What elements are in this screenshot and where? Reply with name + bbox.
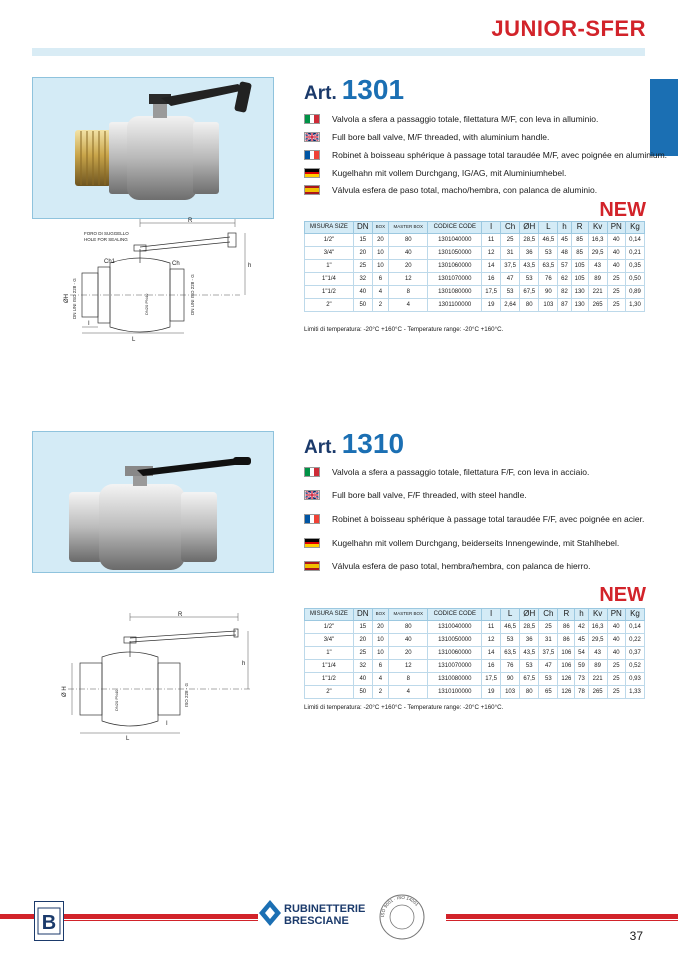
table-cell: 57 xyxy=(558,259,571,272)
table-header-row xyxy=(305,609,645,621)
table-cell: 0,35 xyxy=(625,259,644,272)
table-cell: 90 xyxy=(539,285,558,298)
table-cell: 19 xyxy=(482,298,501,311)
table-row xyxy=(305,685,645,698)
italy-flag-icon xyxy=(304,114,320,124)
description-text: Robinet à boisseau sphérique à passage total taraudée M/F, avec poignée en aluminium. xyxy=(332,150,668,160)
table-cell: 46,5 xyxy=(501,620,520,633)
dim-i-label: I xyxy=(88,321,90,327)
table-cell: 43,5 xyxy=(520,259,539,272)
column-header: Kg xyxy=(625,222,644,234)
column-header: R xyxy=(571,222,588,234)
table-cell: 1" xyxy=(305,259,354,272)
dim-r-label: R xyxy=(188,218,193,224)
table-cell: 25 xyxy=(353,259,372,272)
table-cell: 0,14 xyxy=(625,620,644,633)
table-cell: 25 xyxy=(607,272,625,285)
table-cell: 0,21 xyxy=(625,246,644,259)
table-row xyxy=(305,272,645,285)
description-text: Valvola a sfera a passaggio totale, filettatura F/F, con leva in acciaio. xyxy=(332,467,590,477)
table-cell: 80 xyxy=(520,298,539,311)
description-text: Full bore ball valve, F/F threaded, with steel handle. xyxy=(332,490,527,500)
article-title-1301 xyxy=(304,74,404,106)
table-cell: 40 xyxy=(353,285,372,298)
table-cell: 0,37 xyxy=(625,646,644,659)
article-number: 1301 xyxy=(341,74,405,105)
column-header: CODICE CODE xyxy=(428,609,482,621)
table-cell: 105 xyxy=(571,259,588,272)
table-cell: 10 xyxy=(372,259,388,272)
table-cell: 16 xyxy=(482,659,501,672)
france-flag-icon xyxy=(304,150,320,160)
table-cell: 4 xyxy=(389,298,428,311)
table-cell: 63,5 xyxy=(501,646,520,659)
table-cell: 2" xyxy=(305,685,354,698)
table-cell: 12 xyxy=(482,246,501,259)
table-cell: 20 xyxy=(389,259,428,272)
table-cell: 25 xyxy=(607,298,625,311)
dim-ch-label: Ch xyxy=(172,261,180,267)
spain-flag-icon xyxy=(304,561,320,571)
footer-rule-right xyxy=(446,914,678,919)
uk-flag-icon xyxy=(304,490,320,500)
table-cell: 31 xyxy=(539,633,558,646)
dim-ch1-label: Ch1 xyxy=(104,259,116,265)
description-it xyxy=(304,467,589,477)
table-cell: 1"1/2 xyxy=(305,285,354,298)
description-en xyxy=(304,490,527,500)
table-cell: 265 xyxy=(588,298,607,311)
table-cell: 36 xyxy=(520,633,539,646)
table-cell: 82 xyxy=(558,285,571,298)
table-cell: 40 xyxy=(607,233,625,246)
seal-hole-label-it: FORO DI SUGGELLO xyxy=(84,231,129,236)
dim-oh-label: ØH xyxy=(64,294,70,303)
column-header: h xyxy=(575,609,588,621)
table-cell: 89 xyxy=(588,659,607,672)
germany-flag-icon xyxy=(304,168,320,178)
description-en xyxy=(304,132,549,142)
table-cell: 53 xyxy=(501,285,520,298)
table-cell: 4 xyxy=(372,285,388,298)
body-mark-label: DN20 PN40 xyxy=(114,689,119,711)
dim-oh-label: Ø H xyxy=(62,686,68,697)
table-cell: 40 xyxy=(607,259,625,272)
table-cell: 12 xyxy=(389,272,428,285)
brand-name-line1: RUBINETTERIE xyxy=(284,903,366,915)
table-cell: 67,5 xyxy=(520,285,539,298)
table-cell: 4 xyxy=(389,685,428,698)
table-cell: 1"1/2 xyxy=(305,672,354,685)
table-cell: 1301040000 xyxy=(428,233,482,246)
table-cell: 37,5 xyxy=(501,259,520,272)
table-cell: 28,5 xyxy=(520,233,539,246)
table-row xyxy=(305,298,645,311)
description-text: Válvula esfera de paso total, hembra/hembra, con palanca de hierro. xyxy=(332,561,591,571)
table-cell: 0,52 xyxy=(625,659,644,672)
column-header: h xyxy=(558,222,571,234)
table-cell: 25 xyxy=(607,672,625,685)
table-cell: 106 xyxy=(558,659,575,672)
table-cell: 6 xyxy=(372,272,388,285)
table-cell: 1310070000 xyxy=(428,659,482,672)
table-cell: 1/2" xyxy=(305,620,354,633)
column-header: I xyxy=(482,222,501,234)
italy-flag-icon xyxy=(304,467,320,477)
table-cell: 1301060000 xyxy=(428,259,482,272)
table-cell: 25 xyxy=(607,659,625,672)
page-number: 37 xyxy=(629,929,643,943)
table-cell: 25 xyxy=(607,685,625,698)
table-cell: 1310100000 xyxy=(428,685,482,698)
thread-label: ISO 228 - G xyxy=(184,682,189,707)
table-cell: 10 xyxy=(372,646,388,659)
table-cell: 1,30 xyxy=(625,298,644,311)
table-cell: 0,89 xyxy=(625,285,644,298)
uk-flag-icon xyxy=(304,132,320,142)
table-cell: 1310080000 xyxy=(428,672,482,685)
table-cell: 31 xyxy=(501,246,520,259)
dim-h-label: h xyxy=(242,661,246,667)
table-cell: 130 xyxy=(571,298,588,311)
france-flag-icon xyxy=(304,514,320,524)
table-cell: 43 xyxy=(588,259,607,272)
table-cell: 45 xyxy=(558,233,571,246)
table-cell: 43 xyxy=(588,646,607,659)
table-cell: 85 xyxy=(571,246,588,259)
product-photo-1310 xyxy=(32,431,274,573)
spain-flag-icon xyxy=(304,185,320,195)
iso-seal-text: ISO 9001 · ISO 14001 xyxy=(379,894,420,918)
column-header: Ch xyxy=(501,222,520,234)
table-cell: 25 xyxy=(501,233,520,246)
thread-label-right: DN UNI ISO 228 - G xyxy=(190,274,195,315)
table-cell: 50 xyxy=(353,298,372,311)
table-cell: 25 xyxy=(353,646,372,659)
table-cell: 126 xyxy=(558,672,575,685)
table-cell: 40 xyxy=(353,672,372,685)
table-row xyxy=(305,259,645,272)
brand-logo-icon xyxy=(258,899,282,927)
column-header: Kv xyxy=(588,222,607,234)
column-header: BOX xyxy=(372,222,388,234)
table-cell: 16 xyxy=(482,272,501,285)
table-cell: 65 xyxy=(539,685,558,698)
table-cell: 19 xyxy=(482,685,501,698)
table-cell: 32 xyxy=(353,659,372,672)
table-cell: 40 xyxy=(607,633,625,646)
table-cell: 14 xyxy=(482,646,501,659)
table-cell: 126 xyxy=(558,685,575,698)
description-fr xyxy=(304,150,667,160)
column-header: DN xyxy=(353,609,372,621)
dim-h-label: h xyxy=(248,263,252,269)
table-cell: 62 xyxy=(558,272,571,285)
new-badge: NEW xyxy=(599,584,646,606)
table-cell: 87 xyxy=(558,298,571,311)
table-cell: 42 xyxy=(575,620,588,633)
table-cell: 20 xyxy=(353,633,372,646)
footer-thin-rule-right xyxy=(446,920,678,921)
table-row xyxy=(305,233,645,246)
table-cell: 0,93 xyxy=(625,672,644,685)
section-tab xyxy=(650,79,678,156)
thread-label-left: DN UNI ISO 228 - G xyxy=(72,278,77,319)
table-cell: 80 xyxy=(389,233,428,246)
table-cell: 45 xyxy=(575,633,588,646)
table-cell: 48 xyxy=(558,246,571,259)
description-es xyxy=(304,561,590,571)
table-cell: 89 xyxy=(588,272,607,285)
table-cell: 1301100000 xyxy=(428,298,482,311)
footer-thin-rule-mid xyxy=(64,920,258,921)
table-cell: 1301050000 xyxy=(428,246,482,259)
table-cell: 1"1/4 xyxy=(305,272,354,285)
table-cell: 20 xyxy=(353,246,372,259)
header-rule xyxy=(32,48,645,56)
table-cell: 36 xyxy=(520,246,539,259)
table-cell: 76 xyxy=(539,272,558,285)
temperature-note: Limiti di temperatura: -20°C +160°C - Temperature range: -20°C +160°C. xyxy=(304,326,504,333)
table-cell: 265 xyxy=(588,685,607,698)
description-de xyxy=(304,538,619,548)
table-cell: 1" xyxy=(305,646,354,659)
spec-table-1310 xyxy=(304,608,645,699)
iso-certification-seal xyxy=(378,893,426,941)
table-cell: 221 xyxy=(588,672,607,685)
description-text: Válvula esfera de paso total, macho/hembra, con palanca de aluminio. xyxy=(332,185,598,195)
column-header: MISURA SIZE xyxy=(305,609,354,621)
table-cell: 59 xyxy=(575,659,588,672)
table-cell: 1301080000 xyxy=(428,285,482,298)
table-cell: 2,64 xyxy=(501,298,520,311)
column-header: PN xyxy=(607,609,625,621)
product-photo-1301 xyxy=(32,77,274,219)
new-badge: NEW xyxy=(599,199,646,221)
table-cell: 37,5 xyxy=(539,646,558,659)
table-cell: 17,5 xyxy=(482,285,501,298)
table-cell: 28,5 xyxy=(520,620,539,633)
table-cell: 3/4" xyxy=(305,246,354,259)
dim-r-label: R xyxy=(178,612,183,618)
table-cell: 20 xyxy=(372,620,388,633)
table-cell: 16,3 xyxy=(588,620,607,633)
table-cell: 103 xyxy=(501,685,520,698)
table-row xyxy=(305,620,645,633)
table-cell: 10 xyxy=(372,246,388,259)
table-row xyxy=(305,633,645,646)
temperature-note: Limiti di temperatura: -20°C +160°C - Temperature range: -20°C +160°C. xyxy=(304,704,504,711)
table-cell: 53 xyxy=(520,272,539,285)
table-cell: 1301070000 xyxy=(428,272,482,285)
column-header: MISURA SIZE xyxy=(305,222,354,234)
table-cell: 2 xyxy=(372,298,388,311)
group-logo-mark xyxy=(35,902,63,940)
table-cell: 46,5 xyxy=(539,233,558,246)
technical-drawing-1310 xyxy=(60,607,260,742)
table-cell: 0,14 xyxy=(625,233,644,246)
germany-flag-icon xyxy=(304,538,320,548)
column-header: PN xyxy=(607,222,625,234)
table-cell: 3/4" xyxy=(305,633,354,646)
table-cell: 6 xyxy=(372,659,388,672)
table-cell: 76 xyxy=(501,659,520,672)
table-cell: 85 xyxy=(571,233,588,246)
table-cell: 221 xyxy=(588,285,607,298)
table-cell: 53 xyxy=(501,633,520,646)
table-cell: 40 xyxy=(607,646,625,659)
table-cell: 40 xyxy=(389,246,428,259)
column-header: I xyxy=(482,609,501,621)
dim-l-label: L xyxy=(126,736,130,742)
table-row xyxy=(305,646,645,659)
table-cell: 40 xyxy=(607,620,625,633)
article-number: 1310 xyxy=(341,428,405,459)
table-cell: 1"1/4 xyxy=(305,659,354,672)
table-cell: 53 xyxy=(539,246,558,259)
table-cell: 1310050000 xyxy=(428,633,482,646)
table-cell: 103 xyxy=(539,298,558,311)
table-row xyxy=(305,672,645,685)
footer-rule-left xyxy=(0,914,34,919)
footer-rule-mid xyxy=(64,914,258,919)
column-header: BOX xyxy=(372,609,388,621)
description-fr xyxy=(304,514,644,524)
article-title-1310 xyxy=(304,428,404,460)
column-header: ØH xyxy=(520,222,539,234)
table-cell: 1310060000 xyxy=(428,646,482,659)
ball-valve-ff-image xyxy=(33,432,274,573)
description-text: Full bore ball valve, M/F threaded, with aluminium handle. xyxy=(332,132,550,142)
column-header: Kg xyxy=(625,609,644,621)
table-cell: 78 xyxy=(575,685,588,698)
table-cell: 4 xyxy=(372,672,388,685)
table-cell: 90 xyxy=(501,672,520,685)
body-mark-label: DN20 PN40 xyxy=(144,293,149,315)
table-cell: 63,5 xyxy=(539,259,558,272)
table-cell: 29,5 xyxy=(588,633,607,646)
column-header: L xyxy=(501,609,520,621)
table-cell: 20 xyxy=(372,233,388,246)
table-cell: 1310040000 xyxy=(428,620,482,633)
article-label: Art. xyxy=(304,437,337,458)
table-cell: 12 xyxy=(389,659,428,672)
table-cell: 54 xyxy=(575,646,588,659)
table-row xyxy=(305,285,645,298)
table-cell: 32 xyxy=(353,272,372,285)
table-cell: 2" xyxy=(305,298,354,311)
spec-table-1301 xyxy=(304,221,645,312)
article-label: Art. xyxy=(304,83,337,104)
table-cell: 40 xyxy=(607,246,625,259)
column-header: Kv xyxy=(588,609,607,621)
description-es xyxy=(304,185,597,195)
table-cell: 12 xyxy=(482,633,501,646)
table-cell: 14 xyxy=(482,259,501,272)
table-cell: 1/2" xyxy=(305,233,354,246)
column-header: MASTER BOX xyxy=(389,609,428,621)
table-cell: 105 xyxy=(571,272,588,285)
description-it xyxy=(304,114,598,124)
table-cell: 40 xyxy=(389,633,428,646)
seal-hole-label-en: HOLE FOR SEALING xyxy=(84,237,128,242)
table-cell: 106 xyxy=(558,646,575,659)
table-cell: 0,50 xyxy=(625,272,644,285)
table-cell: 11 xyxy=(482,233,501,246)
table-cell: 53 xyxy=(539,672,558,685)
column-header: DN xyxy=(353,222,372,234)
table-cell: 16,3 xyxy=(588,233,607,246)
table-cell: 53 xyxy=(520,659,539,672)
table-row xyxy=(305,246,645,259)
brand-name-line2: BRESCIANE xyxy=(284,915,349,927)
column-header: R xyxy=(558,609,575,621)
table-cell: 20 xyxy=(389,646,428,659)
table-cell: 1,33 xyxy=(625,685,644,698)
technical-drawing-1301 xyxy=(60,215,260,345)
dim-l-label: L xyxy=(132,337,136,343)
page-title: JUNIOR-SFER xyxy=(491,16,646,41)
table-cell: 8 xyxy=(389,672,428,685)
table-cell: 80 xyxy=(520,685,539,698)
column-header: Ch xyxy=(539,609,558,621)
column-header: L xyxy=(539,222,558,234)
table-cell: 50 xyxy=(353,685,372,698)
column-header: CODICE CODE xyxy=(428,222,482,234)
ball-valve-mf-image xyxy=(33,78,274,219)
table-cell: 86 xyxy=(558,633,575,646)
table-cell: 47 xyxy=(501,272,520,285)
table-cell: 47 xyxy=(539,659,558,672)
table-cell: 80 xyxy=(389,620,428,633)
svg-text:B: B xyxy=(41,912,57,934)
description-text: Kugelhahn mit vollem Durchgang, IG/AG, mit Aluminiumhebel. xyxy=(332,168,567,178)
table-cell: 11 xyxy=(482,620,501,633)
table-cell: 2 xyxy=(372,685,388,698)
table-cell: 73 xyxy=(575,672,588,685)
group-logo xyxy=(34,901,64,941)
description-text: Robinet à boisseau sphérique à passage total taraudée F/F, avec poignée en acier. xyxy=(332,514,645,524)
brand-name xyxy=(284,903,365,927)
table-cell: 43,5 xyxy=(520,646,539,659)
table-cell: 17,5 xyxy=(482,672,501,685)
column-header: ØH xyxy=(520,609,539,621)
table-cell: 0,22 xyxy=(625,633,644,646)
table-cell: 25 xyxy=(607,285,625,298)
description-text: Valvola a sfera a passaggio totale, filettatura M/F, con leva in alluminio. xyxy=(332,114,599,124)
table-row xyxy=(305,659,645,672)
description-text: Kugelhahn mit vollem Durchgang, beiderseits Innengewinde, mit Stahlhebel. xyxy=(332,538,620,548)
table-cell: 86 xyxy=(558,620,575,633)
table-cell: 15 xyxy=(353,233,372,246)
table-cell: 25 xyxy=(539,620,558,633)
column-header: MASTER BOX xyxy=(389,222,428,234)
table-cell: 67,5 xyxy=(520,672,539,685)
table-cell: 10 xyxy=(372,633,388,646)
table-cell: 8 xyxy=(389,285,428,298)
table-cell: 15 xyxy=(353,620,372,633)
table-cell: 130 xyxy=(571,285,588,298)
table-header-row xyxy=(305,222,645,234)
description-de xyxy=(304,168,566,178)
dim-i-label: I xyxy=(166,721,168,727)
table-cell: 29,5 xyxy=(588,246,607,259)
